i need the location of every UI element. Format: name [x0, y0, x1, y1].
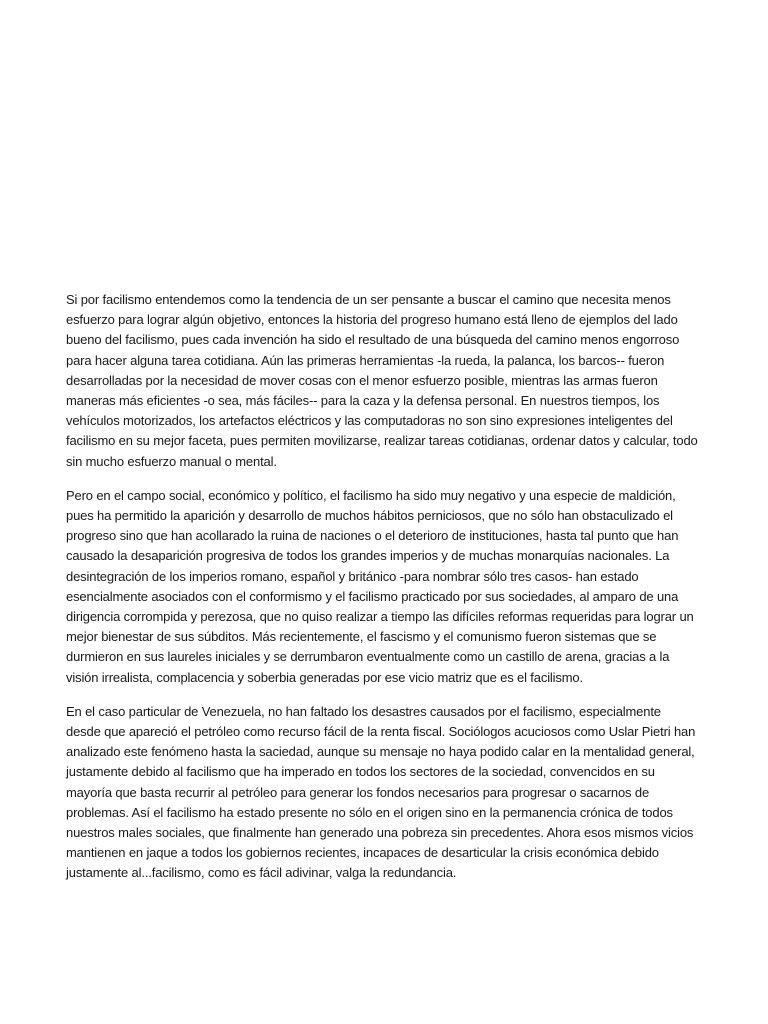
document-body [66, 290, 698, 898]
paragraph-3: En el caso particular de Venezuela, no han faltado los desastres causados por el facilismo, especialmente desde que apareció el petróleo como recurso fácil de la renta fiscal. Sociólogos acuciosos como Uslar Pietri han analizado este fenómeno hasta la saciedad, aunque su mensaje no haya podido calar en la mentalidad general, justamente debido al facilismo que ha imperado en todos los sectores de la sociedad, convencidos en su mayoría que basta recurrir al petróleo para generar los fondos necesarios para progresar o sacarnos de problemas. Así el facilismo ha estado presente no sólo en el origen sino en la permanencia crónica de todos nuestros males sociales, que finalmente han generado una pobreza sin precedentes. Ahora esos mismos vicios mantienen en jaque a todos los gobiernos recientes, incapaces de desarticular la crisis económica debido justamente al...facilismo, como es fácil adivinar, valga la redundancia. [66, 703, 696, 881]
paragraph-2: Pero en el campo social, económico y político, el facilismo ha sido muy negativo y una especie de maldición, pues ha permitido la aparición y desarrollo de muchos hábitos perniciosos, que no sólo han obstaculizado el progreso sino que han acollarado la ruina de naciones o el deterioro de instituciones, hasta tal punto que han causado la desaparición progresiva de todos los grandes imperios y de muchas monarquías nacionales. La desintegración de los imperios romano, español y británico -para nombrar sólo tres casos- han estado esencialmente asociados con el conformismo y el facilismo practicado por sus sociedades, al amparo de una dirigencia corrompida y perezosa, que no quiso realizar a tiempo las difíciles reformas requeridas para lograr un mejor bienestar de sus súbditos. Más recientemente, el fascismo y el comunismo fueron sistemas que se durmieron en sus laureles iniciales y se derrumbaron eventualmente como un castillo de arena, gracias a la visión irrealista, complacencia y soberbia generadas por ese vicio matriz que es el facilismo. [66, 487, 694, 685]
paragraph-1: Si por facilismo entendemos como la tendencia de un ser pensante a buscar el camino que necesita menos esfuerzo para lograr algún objetivo, entonces la historia del progreso humano está lleno de ejemplos del lado bueno del facilismo, pues cada invención ha sido el resultado de una búsqueda del camino menos engorroso para hacer alguna tarea cotidiana. Aún las primeras herramientas -la rueda, la palanca, los barcos-- fueron desarrolladas por la necesidad de mover cosas con el menor esfuerzo posible, mientras las armas fueron maneras más eficientes -o sea, más fáciles-- para la caza y la defensa personal. En nuestros tiempos, los vehículos motorizados, los artefactos eléctricos y las computadoras no son sino expresiones inteligentes del facilismo en su mejor faceta, pues permiten movilizarse, realizar tareas cotidianas, ordenar datos y calcular, todo sin mucho esfuerzo manual o mental. [66, 292, 698, 469]
